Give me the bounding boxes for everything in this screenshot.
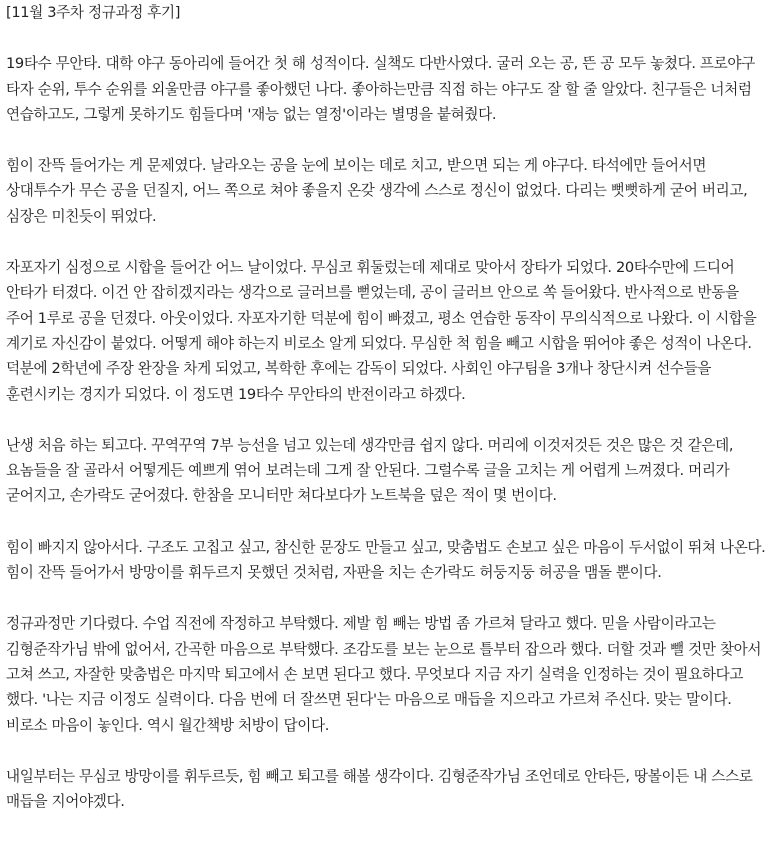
document-title: [11월 3주차 정규과정 후기] (6, 4, 181, 21)
paragraph: 내일부터는 무심코 방망이를 휘두르듯, 힘 빼고 퇴고를 해볼 생각이다. 김형준작가님 조언데로 안타든, 땅볼이든 내 스스로 매듭을 지어야겠다. (6, 767, 753, 811)
paragraph: 정규과정만 기다렸다. 수업 직전에 작정하고 부탁했다. 제발 힘 빼는 방법 좀 가르쳐 달라고 했다. 믿을 사람이라고는 김형준작가님 밖에 없어서, 간곡한 마음으로 부탁했다. 조감도를 보는 눈으로 틀부터 잡으라 했다. 더할 것과 뺄 것만 찾아서 고쳐 쓰고, 자잘한 맞춤법은 마지막 퇴고에서 손 보면 된다고 했다. 무엇보다 지금 자기 실력을 인정하는 것이 필요하다고 했다. '나는 지금 이정도 실력이다. 다음 번에 더 잘쓰면 된다'는 마음으로 매듭을 지으라고 가르쳐 주신다. 맞는 말이다. 비로소 마음이 놓인다. 역시 월간책방 처방이 답이다. (6, 615, 762, 734)
document-body (6, 0, 768, 840)
paragraph: 힘이 잔뜩 들어가는 게 문제였다. 날라오는 공을 눈에 보이는 데로 치고, 받으면 되는 게 야구다. 타석에만 들어서면 상대투수가 무슨 공을 던질지, 어느 쪽으로 쳐야 좋을지 온갖 생각에 스스로 정신이 없었다. 다리는 뻣뻣하게 굳어 버리고, 심장은 미친듯이 뛰었다. (6, 157, 748, 225)
paragraph: 자포자기 심정으로 시합을 들어간 어느 날이었다. 무심코 휘둘렀는데 제대로 맞아서 장타가 되었다. 20타수만에 드디어 안타가 터졌다. 이건 안 잡히겠지라는 생각으로 글러브를 뻗었는데, 공이 글러브 안으로 쏙 들어왔다. 반사적으로 반동을 주어 1루로 공을 던졌다. 아웃이었다. 자포자기한 덕분에 힘이 빠졌고, 평소 연습한 동작이 무의식적으로 나왔다. 이 시합을 계기로 자신감이 붙었다. 어떻게 해야 하는지 비로소 알게 되었다. 무심한 척 힘을 빼고 시합을 뛰어야 좋은 성적이 나온다. 덕분에 2학년에 주장 완장을 차게 되었고, 복학한 후에는 감독이 되었다. 사회인 야구팀을 3개나 창단시켜 선수들을 훈련시키는 경지가 되었다. 이 정도면 19타수 무안타의 반전이라고 하겠다. (6, 259, 757, 403)
paragraph: 난생 처음 하는 퇴고다. 꾸역꾸역 7부 능선을 넘고 있는데 생각만큼 쉽지 않다. 머리에 이것저것든 것은 많은 것 같은데, 요놈들을 잘 골라서 어떻게든 예쁘게 엮어 보려는데 그게 잘 안된다. 그럴수록 글을 고치는 게 어렵게 느껴졌다. 머리가 굳어지고, 손가락도 굳어졌다. 한참을 모니터만 쳐다보다가 노트북을 덮은 적이 몇 번이다. (6, 436, 734, 505)
paragraph: 19타수 무안타. 대학 야구 동아리에 들어간 첫 해 성적이다. 실책도 다반사였다. 굴러 오는 공, 뜬 공 모두 놓쳤다. 프로야구 타자 순위, 투수 순위를 외울만큼 야구를 좋아했던 나다. 좋아하는만큼 직접 하는 야구도 잘 할 줄 알았다. 친구들은 너처럼 연습하고도, 그렇게 못하기도 힘들다며 '재능 없는 열정'이라는 별명을 붙혀줬다. (6, 55, 755, 123)
paragraph: 힘이 빠지지 않아서다. 구조도 고칩고 싶고, 참신한 문장도 만들고 싶고, 맞춤법도 손보고 싶은 마음이 두서없이 뛰쳐 나온다. 힘이 잔뜩 들어가서 방망이를 휘두르지 못했던 것처럼, 자판을 치는 손가락도 허둥지둥 허공을 맴돌 뿐이다. (6, 538, 766, 582)
